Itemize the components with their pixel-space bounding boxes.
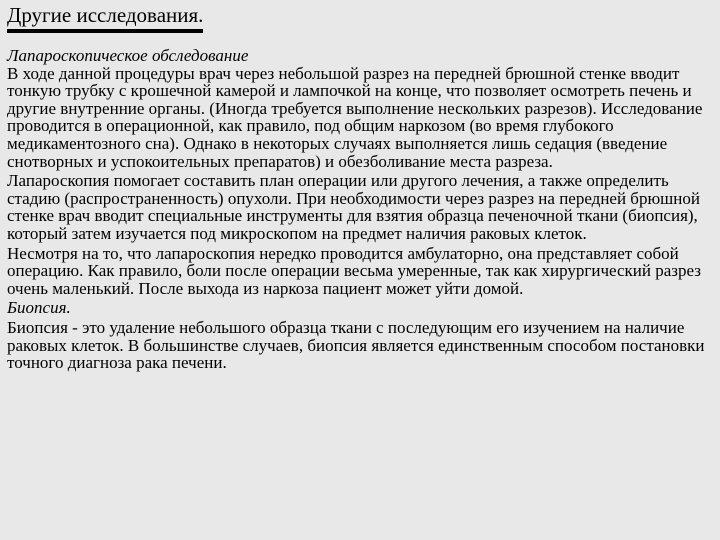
paragraph-laparoscopy-procedure: В ходе данной процедуры врач через небольшой разрез на передней брюшной стенке вводит тонкую трубку с крошечной камерой и лампочкой на конце, что позволяет осмотреть печень и другие внутренние органы. (Иногда требуется выполнение нескольких разрезов). Исследование проводится в операционной, как правило, под общим наркозом (во время глубокого медикаментозного сна). Однако в некоторых случаях выполняется лишь седация (введение снотворных и успокоительных препаратов) и обезболивание места разреза. xyxy=(7,63,703,171)
section-heading-laparoscopy: Лапароскопическое обследование xyxy=(7,46,249,65)
section-heading-biopsy: Биопсия. xyxy=(7,298,71,318)
paragraph-laparoscopy-recovery: Несмотря на то, что лапароскопия нередко проводится амбулаторно, она представляет собой операцию. Как правило, боли после операции весьма умеренные, так как хирургический разрез очень маленький. После выхода из наркоза пациент может уйти домой. xyxy=(7,243,701,298)
page-title: Другие исследования. xyxy=(7,2,203,33)
paragraph-biopsy-definition: Биопсия - это удаление небольшого образца ткани с последующим его изучением на наличие раковых клеток. В большинстве случаев, биопсия является единственным способом постановки точного диагноза рака печени. xyxy=(7,317,705,373)
document-body xyxy=(7,47,712,372)
paragraph-laparoscopy-purpose: Лапароскопия помогает составить план операции или другого лечения, а также определить стадию (распространенность) опухоли. При необходимости через разрез на передней брюшной стенке врач вводит специальные инструменты для взятия образца печеночной ткани (биопсия), который затем изучается под микроскопом на предмет наличия раковых клеток. xyxy=(7,171,700,243)
